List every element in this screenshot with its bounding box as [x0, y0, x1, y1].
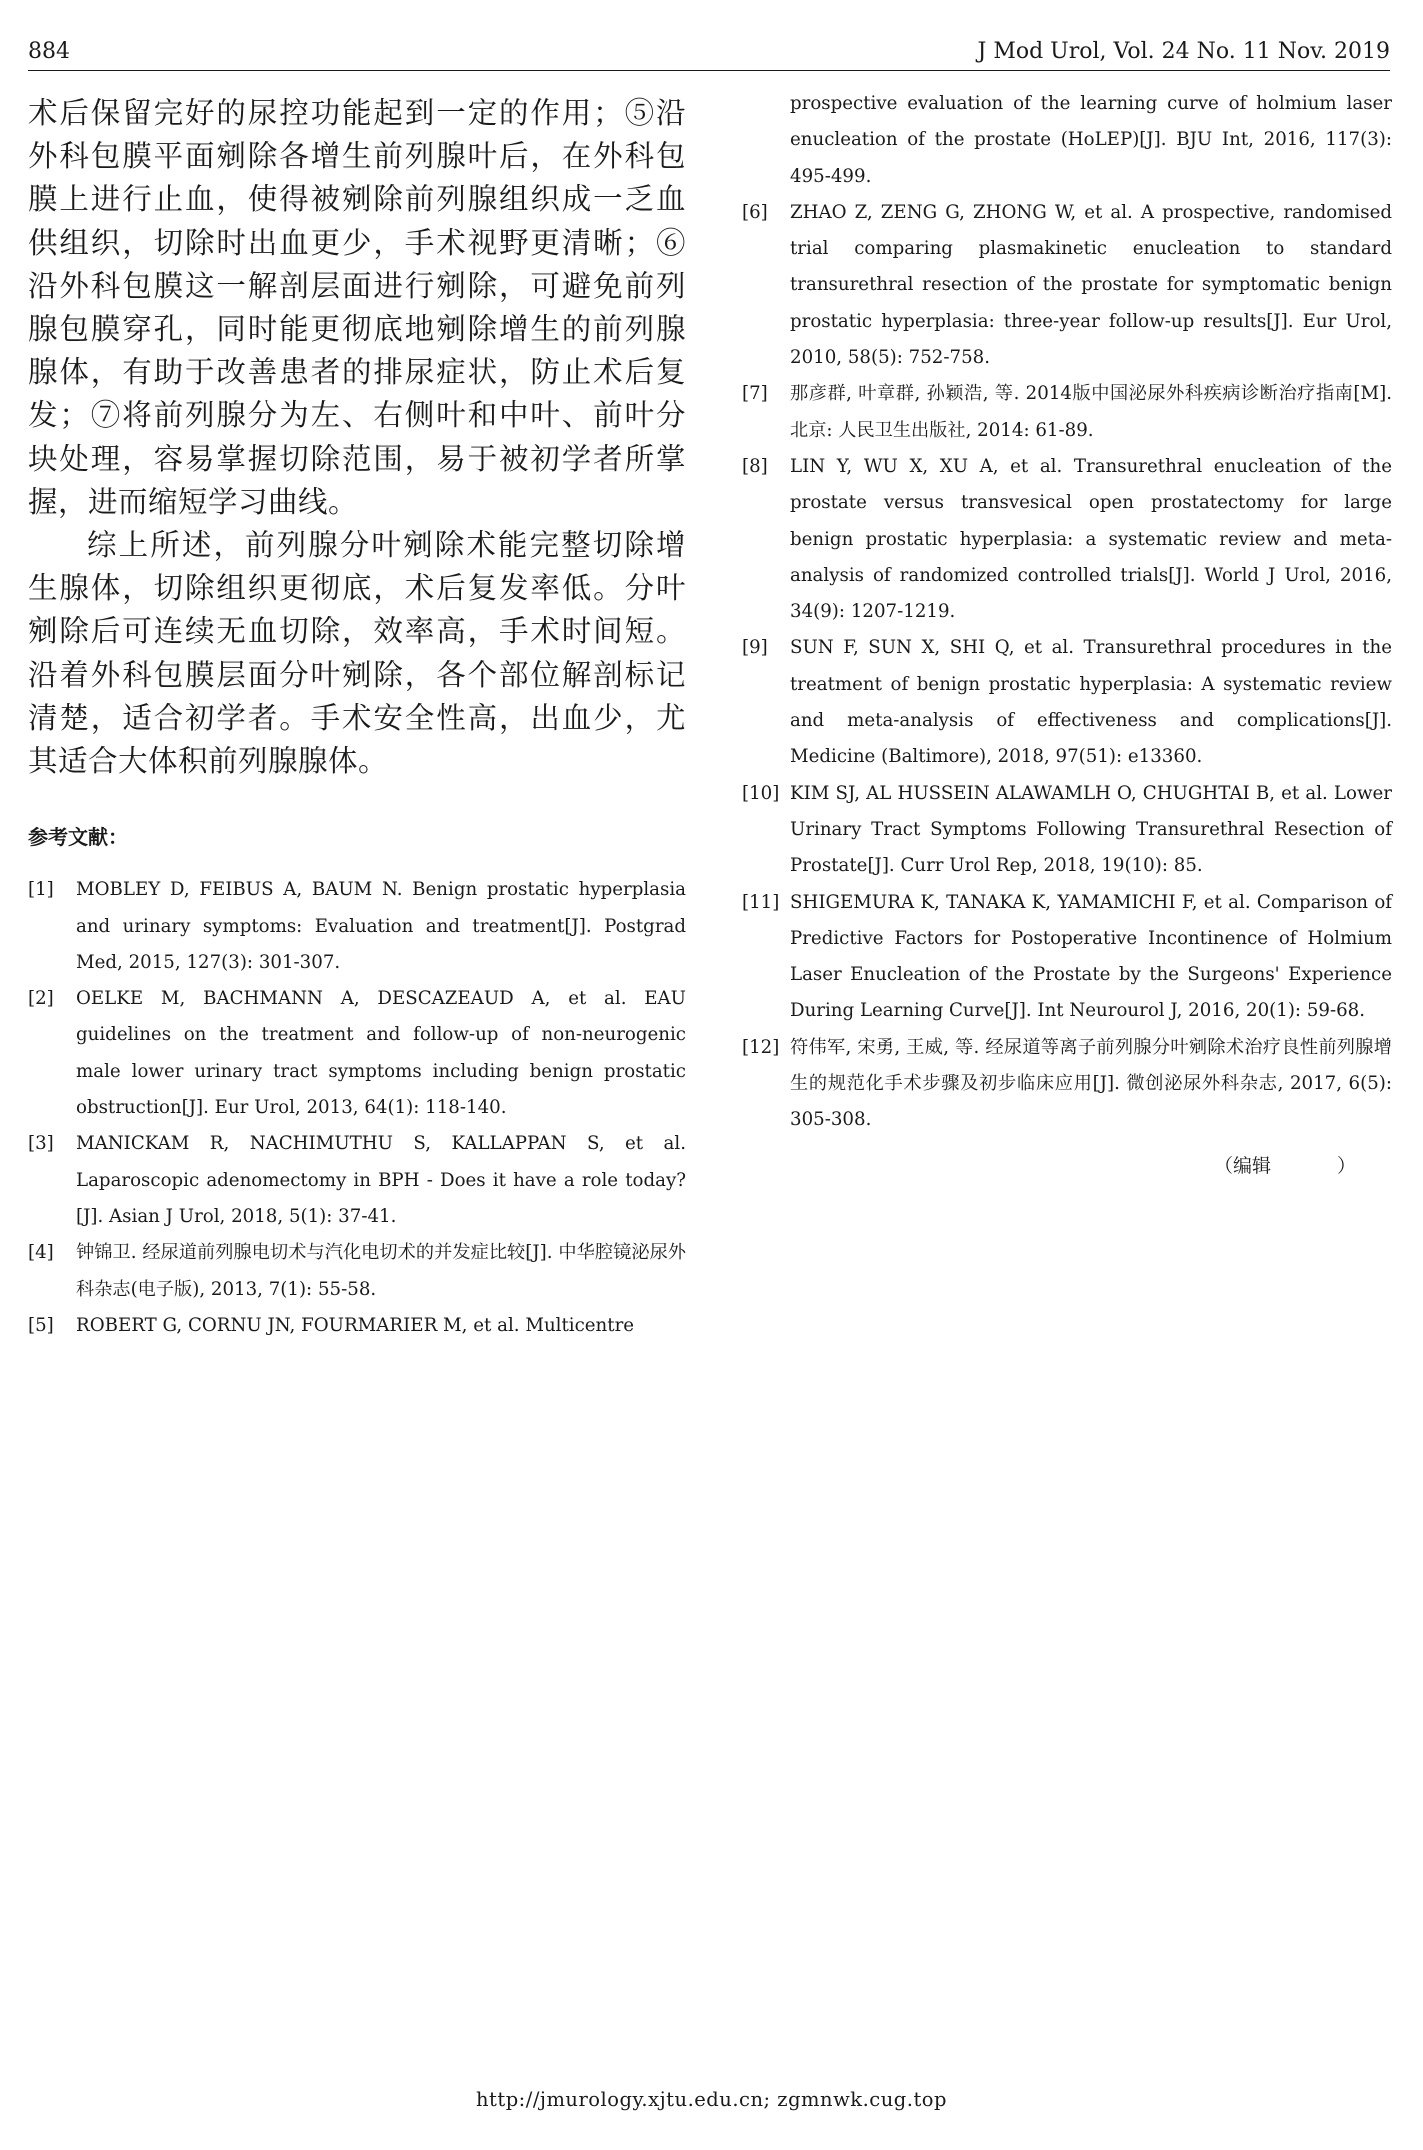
- left-column: [28, 92, 686, 1344]
- page-number: 884: [28, 39, 70, 64]
- reference-item: [742, 885, 1392, 1030]
- reference-item: [28, 1126, 686, 1235]
- reference-text: ZHAO Z, ZENG G, ZHONG W, et al. A prospective, randomised trial comparing plasmakinetic enucleation to standard transurethral resection of the prostate for symptomatic benign prostatic hyperplasia: three-year follow-up results[J]. Eur Urol, 2010, 58(5): 752-758.: [790, 201, 1392, 369]
- reference-item: [742, 449, 1392, 630]
- body-paragraph-2: 综上所述，前列腺分叶剜除术能完整切除增生腺体，切除组织更彻底，术后复发率低。分叶剜除后可连续无血切除，效率高，手术时间短。沿着外科包膜层面分叶剜除，各个部位解剖标记清楚，适合初学者。手术安全性高，出血少，尤其适合大体积前列腺腺体。: [28, 528, 686, 779]
- reference-item: [742, 776, 1392, 885]
- reference-number: [1]: [28, 879, 54, 901]
- body-paragraph-1: 术后保留完好的尿控功能起到一定的作用；⑤沿外科包膜平面剜除各增生前列腺叶后，在外科包膜上进行止血，使得被剜除前列腺组织成一乏血供组织，切除时出血更少，手术视野更清晰；⑥沿外科包膜这一解剖层面进行剜除，可避免前列腺包膜穿孔，同时能更彻底地剜除增生的前列腺腺体，有助于改善患者的排尿症状，防止术后复发；⑦将前列腺分为左、右侧叶和中叶、前叶分块处理，容易掌握切除范围，易于被初学者所掌握，进而缩短学习曲线。: [28, 96, 686, 519]
- reference-number: [4]: [28, 1242, 54, 1264]
- references-list-left: [28, 872, 686, 1344]
- reference-5-continued: prospective evaluation of the learning curve of holmium laser enucleation of the prostate (HoLEP)[J]. BJU Int, 2016, 117(3): 495-499.: [790, 93, 1392, 187]
- reference-text: SHIGEMURA K, TANAKA K, YAMAMICHI F, et al. Comparison of Predictive Factors for Postoperative Incontinence of Holmium Laser Enucleation of the Prostate by the Surgeons' Experience During Learning Curve[J]. Int Neurourol J, 2016, 20(1): 59-68.: [790, 891, 1392, 1022]
- reference-number: [6]: [742, 201, 768, 223]
- reference-number: [7]: [742, 383, 768, 405]
- running-header: [28, 26, 1390, 71]
- reference-number: [5]: [28, 1314, 54, 1336]
- reference-number: [9]: [742, 637, 768, 659]
- reference-number: [2]: [28, 988, 54, 1010]
- reference-text: SUN F, SUN X, SHI Q, et al. Transurethral procedures in the treatment of benign prostatic hyperplasia: A systematic review and meta-analysis of effectiveness and complications[J]. Medicine (Baltimore), 2018, 97(51): e13360.: [790, 637, 1392, 768]
- reference-text: KIM SJ, AL HUSSEIN ALAWAMLH O, CHUGHTAI B, et al. Lower Urinary Tract Symptoms Following Transurethral Resection of Prostate[J]. Curr Urol Rep, 2018, 19(10): 85.: [790, 782, 1392, 877]
- reference-text: OELKE M, BACHMANN A, DESCAZEAUD A, et al. EAU guidelines on the treatment and follow-up of non-neurogenic male lower urinary tract symptoms including benign prostatic obstruction[J]. Eur Urol, 2013, 64(1): 118-140.: [76, 988, 686, 1119]
- reference-item: [742, 376, 1392, 449]
- editor-note: （编辑 ）: [1213, 1154, 1356, 1177]
- reference-text: 那彦群, 叶章群, 孙颖浩, 等. 2014版中国泌尿外科疾病诊断治疗指南[M]. 北京: 人民卫生出版社, 2014: 61-89.: [790, 383, 1392, 441]
- reference-number: [12]: [742, 1036, 780, 1058]
- reference-number: [3]: [28, 1133, 54, 1155]
- references-heading: 参考文献：: [28, 825, 128, 850]
- reference-item: [28, 1235, 686, 1308]
- reference-item: [28, 1308, 686, 1344]
- references-list-right: [742, 195, 1392, 1139]
- reference-item: [28, 981, 686, 1126]
- reference-item: [742, 630, 1392, 775]
- page-footer-url: http://jmurology.xjtu.edu.cn; zgmnwk.cug.top: [475, 2088, 948, 2111]
- journal-citation: J Mod Urol, Vol. 24 No. 11 Nov. 2019: [977, 39, 1390, 64]
- reference-number: [11]: [742, 891, 780, 913]
- reference-item: [742, 1030, 1392, 1139]
- reference-item: [742, 195, 1392, 376]
- reference-text: LIN Y, WU X, XU A, et al. Transurethral enucleation of the prostate versus transvesical open prostatectomy for large benign prostatic hyperplasia: a systematic review and meta-analysis of randomized controlled trials[J]. World J Urol, 2016, 34(9): 1207-1219.: [790, 455, 1392, 623]
- reference-text: MANICKAM R, NACHIMUTHU S, KALLAPPAN S, et al. Laparoscopic adenomectomy in BPH - Does it have a role today? [J]. Asian J Urol, 2018, 5(1): 37-41.: [76, 1133, 686, 1227]
- reference-text: ROBERT G, CORNU JN, FOURMARIER M, et al. Multicentre: [76, 1314, 635, 1336]
- right-column: [742, 86, 1392, 1178]
- reference-number: [10]: [742, 782, 780, 804]
- reference-text: MOBLEY D, FEIBUS A, BAUM N. Benign prostatic hyperplasia and urinary symptoms: Evaluation and treatment[J]. Postgrad Med, 2015, 127(3): 301-307.: [76, 879, 686, 973]
- reference-item: [28, 872, 686, 981]
- reference-text: 钟锦卫. 经尿道前列腺电切术与汽化电切术的并发症比较[J]. 中华腔镜泌尿外科杂志(电子版), 2013, 7(1): 55-58.: [76, 1242, 686, 1300]
- reference-number: [8]: [742, 455, 768, 477]
- reference-text: 符伟军, 宋勇, 王威, 等. 经尿道等离子前列腺分叶剜除术治疗良性前列腺增生的规范化手术步骤及初步临床应用[J]. 微创泌尿外科杂志, 2017, 6(5): 305-308.: [790, 1036, 1392, 1131]
